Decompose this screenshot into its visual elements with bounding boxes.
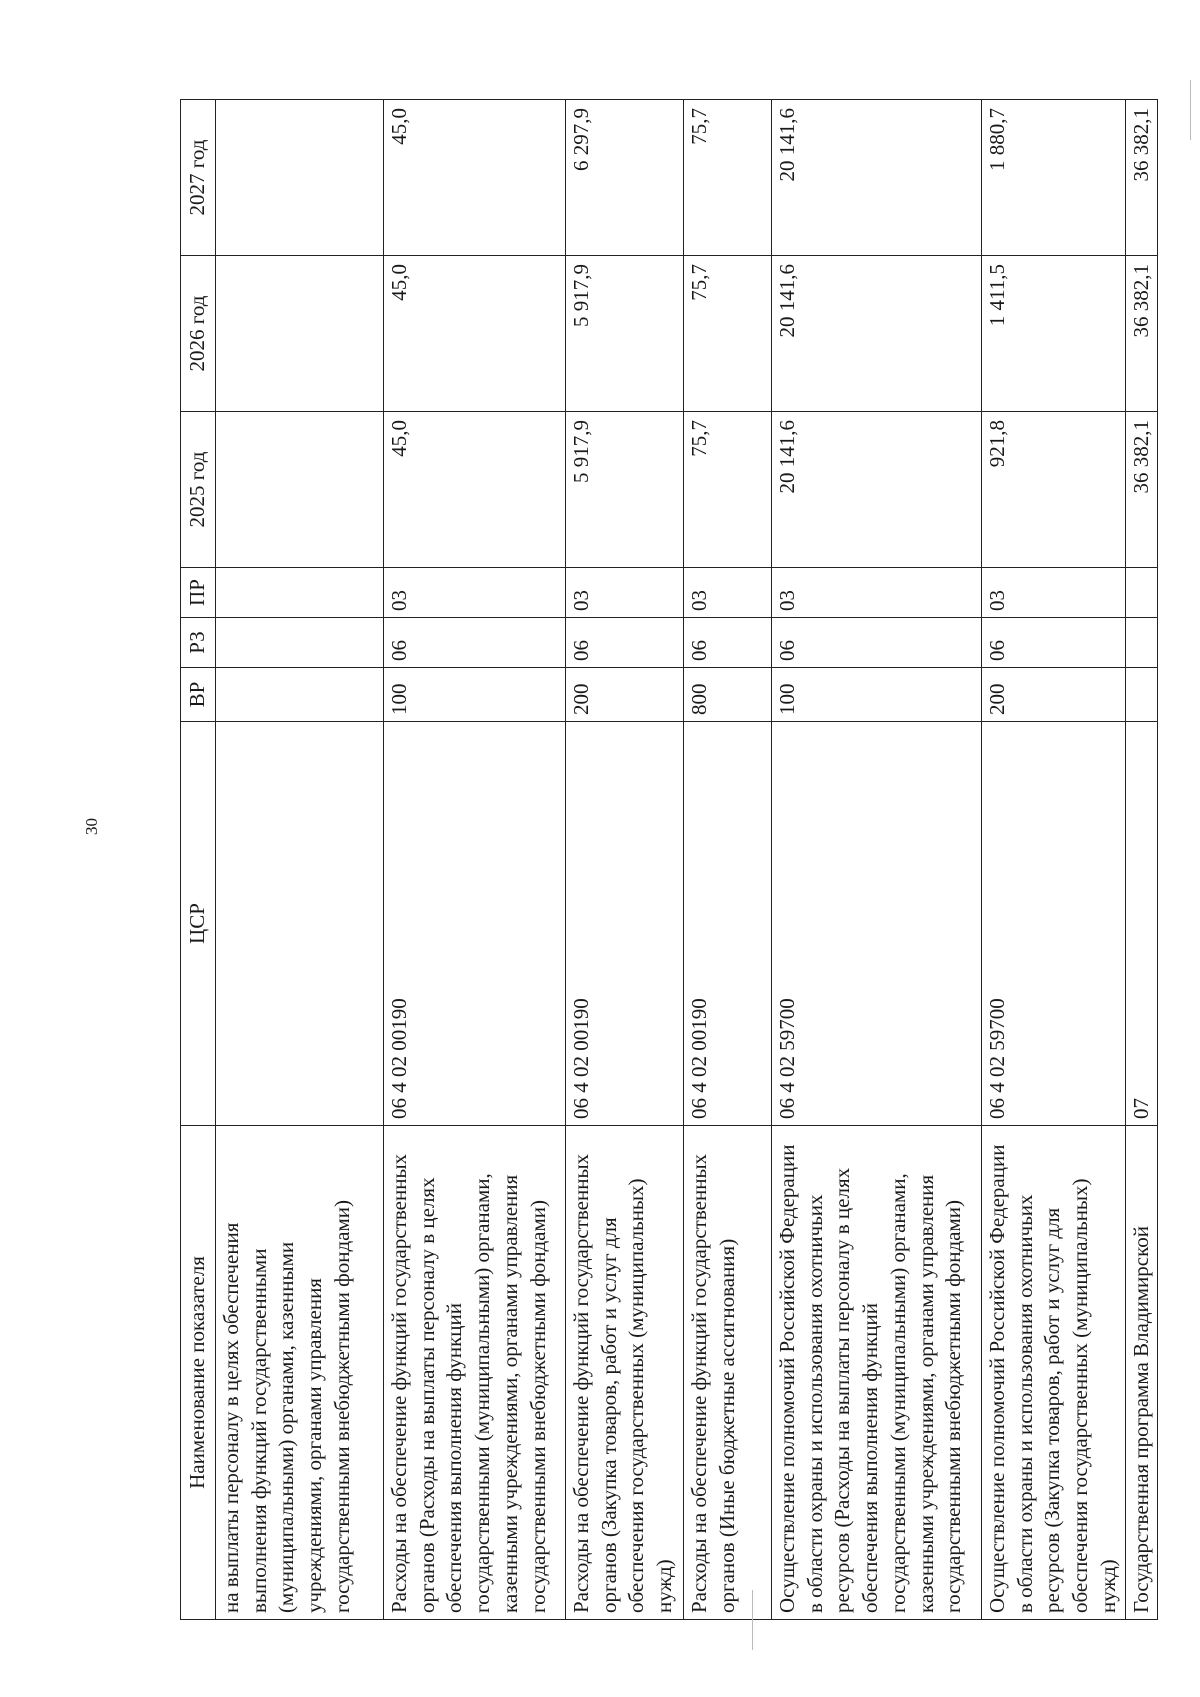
header-2025: 2025 год	[181, 412, 216, 568]
row-vr	[1125, 668, 1158, 722]
row-rz	[1125, 618, 1158, 668]
row-name: Осуществление полномочий Российской Федерации в области охраны и использования охотничьих ресурсов (Закупка товаров, работ и услуг для обеспечения государственных (муниципальных) нужд)	[982, 1126, 1126, 1620]
row-2025	[216, 412, 384, 568]
row-csr: 06 4 02 59700	[772, 722, 982, 1126]
row-pr: 03	[384, 568, 566, 618]
row-rz: 06	[982, 618, 1126, 668]
row-rz: 06	[384, 618, 566, 668]
row-pr: 03	[982, 568, 1126, 618]
row-rz	[216, 618, 384, 668]
header-rz: РЗ	[181, 618, 216, 668]
row-csr: 06 4 02 59700	[982, 722, 1126, 1126]
row-pr: 03	[772, 568, 982, 618]
row-name: Расходы на обеспечение функций государственных органов (Закупка товаров, работ и услуг для обеспечения государственных (муниципальных) нужд)	[566, 1126, 684, 1620]
scan-edge-mark	[1190, 80, 1191, 140]
table-row	[216, 100, 384, 1620]
row-2027: 1 880,7	[982, 100, 1126, 256]
header-vr: ВР	[181, 668, 216, 722]
row-2026: 45,0	[384, 256, 566, 412]
row-vr	[216, 668, 384, 722]
row-2027	[216, 100, 384, 256]
row-2027: 6 297,9	[566, 100, 684, 256]
row-vr: 100	[384, 668, 566, 722]
row-pr	[1125, 568, 1158, 618]
header-name: Наименование показателя	[181, 1126, 216, 1620]
row-name: Государственная программа Владимирской	[1125, 1126, 1158, 1620]
row-2025: 5 917,9	[566, 412, 684, 568]
row-pr: 03	[566, 568, 684, 618]
row-2027: 20 141,6	[772, 100, 982, 256]
header-csr: ЦСР	[181, 722, 216, 1126]
row-pr	[216, 568, 384, 618]
row-csr: 06 4 02 00190	[684, 722, 772, 1126]
row-csr: 06 4 02 00190	[566, 722, 684, 1126]
row-pr: 03	[684, 568, 772, 618]
header-2026: 2026 год	[181, 256, 216, 412]
row-rz: 06	[772, 618, 982, 668]
table-row	[1125, 100, 1158, 1620]
row-vr: 200	[566, 668, 684, 722]
table-row	[772, 100, 982, 1620]
row-csr	[216, 722, 384, 1126]
row-2025: 20 141,6	[772, 412, 982, 568]
row-rz: 06	[566, 618, 684, 668]
row-name: Расходы на обеспечение функций государственных органов (Расходы на выплаты персоналу в целях обеспечения выполнения функций государственными (муниципальными) органами, казенными учреждениями, органами управления государственными внебюджетными фондами)	[384, 1126, 566, 1620]
row-name: Осуществление полномочий Российской Федерации в области охраны и использования охотничьих ресурсов (Расходы на выплаты персоналу в целях обеспечения выполнения функций государственными (муниципальными) органами, казенными учреждениями, органами управления государственными внебюджетными фондами)	[772, 1126, 982, 1620]
row-vr: 100	[772, 668, 982, 722]
row-2026: 20 141,6	[772, 256, 982, 412]
row-2026: 1 411,5	[982, 256, 1126, 412]
table-row	[684, 100, 772, 1620]
row-2026: 5 917,9	[566, 256, 684, 412]
row-vr: 800	[684, 668, 772, 722]
row-2025: 36 382,1	[1125, 412, 1158, 568]
table-row	[384, 100, 566, 1620]
table-row	[982, 100, 1126, 1620]
row-csr: 07	[1125, 722, 1158, 1126]
row-2025: 75,7	[684, 412, 772, 568]
row-2026: 36 382,1	[1125, 256, 1158, 412]
row-name: на выплаты персоналу в целях обеспечения выполнения функций государственными (муниципальными) органами, казенными учреждениями, органами управления государственными внебюджетными фондами)	[216, 1126, 384, 1620]
row-2025: 45,0	[384, 412, 566, 568]
row-name: Расходы на обеспечение функций государственных органов (Иные бюджетные ассигнования)	[684, 1126, 772, 1620]
row-2027: 45,0	[384, 100, 566, 256]
table-header	[181, 100, 216, 1620]
table-row	[566, 100, 684, 1620]
budget-table	[180, 99, 1158, 1620]
scan-edge-mark	[752, 1590, 753, 1650]
row-2026	[216, 256, 384, 412]
row-2027: 75,7	[684, 100, 772, 256]
page-number: 30	[82, 818, 101, 835]
header-pr: ПР	[181, 568, 216, 618]
header-2027: 2027 год	[181, 100, 216, 256]
row-2026: 75,7	[684, 256, 772, 412]
row-rz: 06	[684, 618, 772, 668]
row-vr: 200	[982, 668, 1126, 722]
budget-table-container	[180, 100, 1153, 1620]
row-2025: 921,8	[982, 412, 1126, 568]
row-2027: 36 382,1	[1125, 100, 1158, 256]
row-csr: 06 4 02 00190	[384, 722, 566, 1126]
